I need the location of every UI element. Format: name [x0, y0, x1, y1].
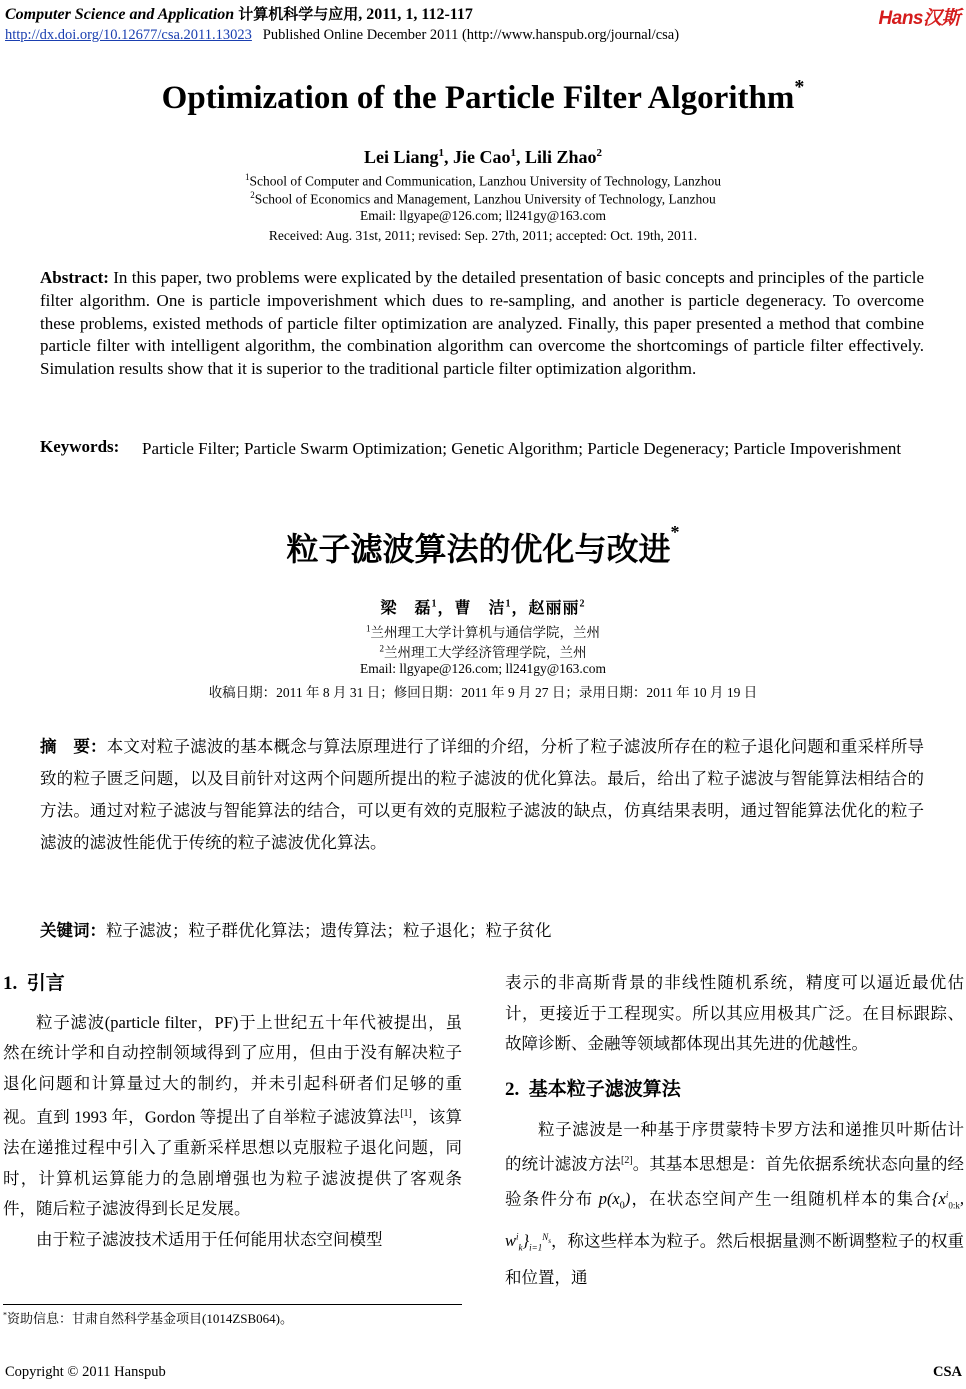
title-cn-footnote-mark: * [670, 522, 680, 542]
author-aff-mark: 2 [596, 147, 603, 159]
received-dates-cn: 收稿日期：2011 年 8 月 31 日；修回日期：2011 年 9 月 27 日；录用日期：2011 年 10 月 19 日 [208, 685, 758, 700]
author-aff-mark: 1 [431, 598, 438, 610]
author-name-cn: 梁 磊 [380, 600, 432, 617]
citation-ref[interactable]: [1] [400, 1108, 412, 1119]
author-aff-mark: 1 [510, 147, 516, 159]
keywords-cn-label: 关键词： [40, 921, 106, 940]
published-online: Published Online December 2011 (http://www.hanspub.org/journal/csa) [262, 27, 680, 43]
para-text: 粒子滤波是一种基于序贯蒙特卡罗方法和递推贝叶斯估计的统计滤波方法 [505, 1120, 964, 1173]
affiliation-cn-1 [0, 621, 966, 641]
section-2-heading [505, 1074, 964, 1106]
authors-cn [0, 595, 966, 618]
journal-name: Computer Science and Application [5, 6, 235, 23]
para-text: ，称这些样本为粒子。然后根据量测不断调整粒子的权重和位置，通 [505, 1231, 964, 1288]
author-name-cn: 曹 洁 [454, 600, 506, 617]
author-aff-mark: 2 [579, 598, 586, 610]
aff-num: 2 [379, 643, 384, 654]
aff-num: 1 [245, 172, 250, 182]
citation-ref[interactable]: [2] [620, 1154, 633, 1166]
formula-p-x0: $p(x_0)$ [598, 1189, 631, 1212]
footnote-divider [3, 1304, 462, 1305]
aff-text: School of Economics and Management, Lanzhou University of Technology, Lanzhou [254, 191, 716, 207]
section-2-paragraph-1 [505, 1115, 964, 1294]
copyright: Copyright © 2011 Hanspub [5, 1364, 166, 1380]
footnote-mark: * [3, 1310, 7, 1320]
doi-line [5, 27, 679, 44]
author-name: Jie Cao [452, 147, 511, 167]
section-1-heading [3, 968, 462, 1000]
section-title: 基本粒子滤波算法 [528, 1077, 681, 1100]
paper-title-cn-text: 粒子滤波算法的优化与改进 [286, 530, 671, 568]
keywords-body: Particle Filter; Particle Swarm Optimization; Genetic Algorithm; Particle Degeneracy; Particle Impoverishment [142, 439, 902, 458]
abstract-cn [40, 731, 924, 859]
journal-header [5, 3, 473, 24]
author-aff-mark: 1 [505, 598, 512, 610]
affiliation-cn-2 [0, 641, 966, 661]
author-aff-mark: 1 [438, 147, 444, 159]
section-num: 1. [3, 973, 18, 994]
left-column [3, 968, 462, 1255]
abstract-label: Abstract: [40, 268, 109, 287]
section-1-paragraph-1 [3, 1008, 462, 1225]
title-footnote-mark: * [794, 76, 805, 98]
abstract-cn-body: 本文对粒子滤波的基本概念与算法原理进行了详细的介绍，分析了粒子滤波所存在的粒子退化问题和重采样所导致的粒子匮乏问题，以及目前针对这两个问题所提出的粒子滤波的优化算法。最后，给出了粒子滤波与智能算法相结合的方法。通过对粒子滤波与智能算法的结合，可以更有效的克服粒子滤波的缺点，仿真结果表明，通过智能算法优化的粒子滤波的滤波性能优于传统的粒子滤波优化算法。 [40, 737, 925, 852]
abstract-en [40, 267, 924, 381]
author-name: Lili Zhao [524, 147, 597, 167]
abstract-body: In this paper, two problems were explicated by the detailed presentation of basic concepts and principles of the particle filter algorithm. One is particle impoverishment which dues to re-sampling, and another is particle degeneracy. To overcome these problems, existed methods of particle filter optimization are analyzed. Finally, this paper presented a method that combine particle filter with intelligent algorithm, the combination algorithm can overcome the shortcomings of particle filter effectively. Simulation results show that it is superior to the traditional particle filter optimization algorithm. [40, 268, 924, 379]
section-1-paragraph-2: 由于粒子滤波技术适用于任何能用状态空间模型 [36, 1229, 383, 1249]
abstract-cn-label: 摘 要： [40, 737, 107, 756]
aff-text: 兰州理工大学计算机与通信学院，兰州 [370, 625, 600, 640]
journal-citation: , 2011, 1, 112-117 [358, 6, 473, 23]
paper-title-text: Optimization of the Particle Filter Algorithm [161, 80, 795, 116]
formula-particle-set: {$x^i_{0:k}$, $w^i_k\}_{i=1}^{N_s}$ [505, 1189, 965, 1253]
received-dates-en: Received: Aug. 31st, 2011; revised: Sep. 27th, 2011; accepted: Oct. 19th, 2011. [268, 228, 698, 243]
authors-en: Lei Liang$^1$, Jie Cao$^1$, Lili Zhao$^2$ [363, 147, 603, 167]
section-title: 引言 [26, 972, 65, 994]
aff-text: 兰州理工大学经济管理学院，兰州 [384, 645, 587, 660]
para-text: 粒子滤波(particle filter，PF)于上世纪五十年代被提出，虽然在统计学和自动控制领域得到了应用，但由于没有解决粒子退化问题和计算量过大的制约，并未引起科研者们足够的重视。直到 1993 年，Gordon 等提出了自举粒子滤波算法 [3, 1012, 462, 1127]
para-text: 。其基本思想是：首先依据系统状态向量的经验条件分布 [505, 1154, 965, 1208]
section-1-paragraph-2-cont: 表示的非高斯背景的非线性随机系统，精度可以逼近最优估计，更接近于工程现实。所以其应用极其广泛。在目标跟踪、故障诊断、金融等领域都体现出其先进的优越性。 [505, 973, 964, 1053]
journal-abbr: CSA [932, 1364, 962, 1380]
email-cn: Email: llgyape@126.com; ll241gy@163.com [359, 661, 607, 676]
aff-num: 2 [250, 190, 255, 200]
keywords-cn-body: 粒子滤波；粒子群优化算法；遗传算法；粒子退化；粒子贫化 [106, 921, 552, 940]
publisher-logo: Hans汉斯 [878, 8, 960, 29]
affiliation-en-2 [0, 190, 966, 208]
journal-name-cn: 计算机科学与应用 [238, 5, 359, 23]
para-text: ，在状态空间产生一组随机样本的集合 [630, 1189, 932, 1208]
doi-link[interactable]: http://dx.doi.org/10.12677/csa.2011.13023 [5, 27, 252, 43]
right-column [505, 968, 964, 1294]
footnote [3, 1308, 293, 1327]
aff-num: 1 [366, 623, 371, 634]
paper-title [0, 76, 966, 117]
email-en: Email: llgyape@126.com; ll241gy@163.com [359, 208, 607, 223]
author-sep: ， [437, 600, 455, 617]
keywords-label: Keywords: [40, 437, 120, 456]
para-text: ，该算法在递推过程中引入了重新采样思想以克服粒子退化问题，同时，计算机运算能力的急剧增强也为粒子滤波提供了客观条件，随后粒子滤波得到长足发展。 [3, 1107, 463, 1218]
author-name: Lei Liang [363, 147, 439, 167]
author-sep: ， [511, 600, 529, 617]
affiliation-en-1 [0, 172, 966, 190]
paper-title-cn [0, 524, 966, 570]
keywords-cn [40, 915, 924, 947]
author-name-cn: 赵丽丽 [528, 600, 580, 617]
footnote-text: 资助信息：甘肃自然科学基金项目(1014ZSB064)。 [7, 1311, 294, 1326]
aff-text: School of Computer and Communication, Lanzhou University of Technology, Lanzhou [249, 173, 721, 189]
section-num: 2. [505, 1078, 520, 1100]
